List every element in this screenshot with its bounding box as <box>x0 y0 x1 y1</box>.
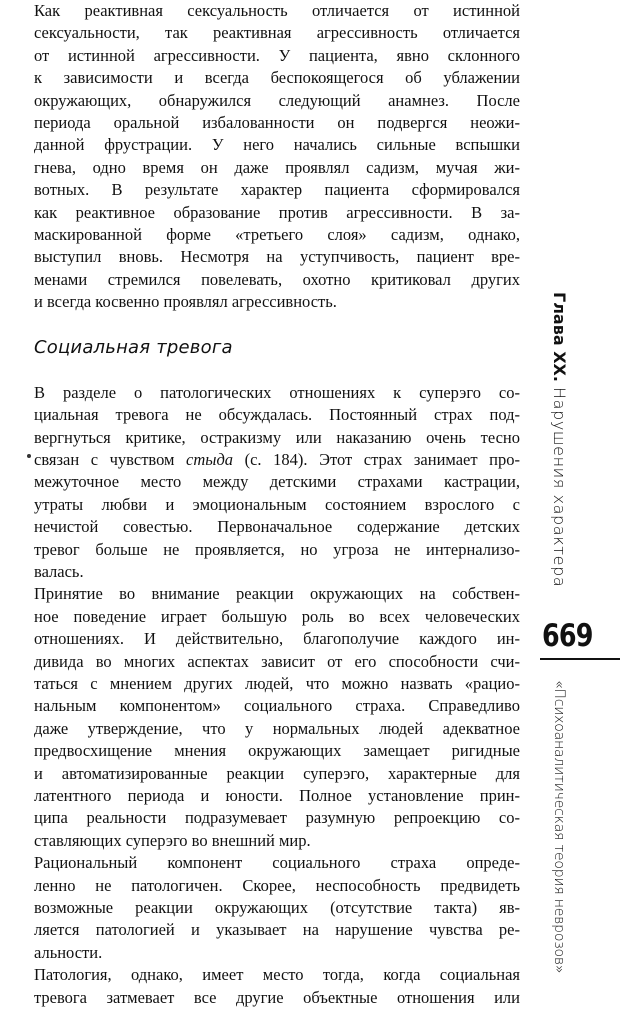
text-line: гнева, одно время он даже проявлял садизм, мучая жи- <box>34 157 520 177</box>
text-line: возможные реакции окружающих (отсутствие такта) яв- <box>34 898 520 918</box>
intro-paragraph <box>34 0 520 314</box>
text-line: сексуальности, так реактивная агрессивность отличается <box>34 23 520 43</box>
text-line: менами стремился повелевать, охотно критиковал других <box>34 269 520 289</box>
text-line: и всегда косвенно проявлял агрессивность. <box>34 292 337 312</box>
paragraph-social-anxiety-3 <box>34 852 520 964</box>
text-line: Как реактивная сексуальность отличается от истинной <box>34 1 520 20</box>
text-line: ставляющих суперэго во внешний мир. <box>34 830 311 850</box>
chapter-label: Глава XX. <box>550 292 569 382</box>
page-number: 669 <box>542 618 593 654</box>
text-line: нечистой совестью. Первоначальное содержание детских <box>34 517 520 537</box>
text-line: циальная тревога не обсуждалась. Постоянный страх под- <box>34 405 520 425</box>
section-heading: Социальная тревога <box>34 336 233 358</box>
text-line: тревога затмевает все другие объектные отношения или <box>34 987 520 1007</box>
text-line: дивида во многих аспектах зависит от его способности счи- <box>34 651 520 671</box>
text-line: Рациональный компонент социального страха опреде- <box>34 853 520 873</box>
text-column <box>34 0 520 1009</box>
text-line: как реактивное образование против агрессивности. В за- <box>34 202 520 222</box>
page-number-rule <box>540 658 620 660</box>
paragraph-social-anxiety-4 <box>34 964 520 1009</box>
text-line: и автоматизированные реакции суперэго, характерные для <box>34 763 520 783</box>
text-line: В разделе о патологических отношениях к суперэго со- <box>34 382 520 402</box>
text-line: данной фрустрации. У него начались сильные вспышки <box>34 135 520 155</box>
text-line: к зависимости и всегда беспокоящегося об ублажении <box>34 68 520 88</box>
text-line: Принятие во внимание реакции окружающих на собствен- <box>34 584 520 604</box>
line-prefix: связан с чувством <box>34 449 187 469</box>
text-line: ное поведение играет большую роль во всех человеческих <box>34 606 520 626</box>
text-line: периода оральной избалованности он подвергся неожи- <box>34 113 520 133</box>
text-line-with-emphasis <box>34 449 520 471</box>
text-line: ципа реальности подразумевает разумную репроекцию со- <box>34 808 520 828</box>
chapter-title: Нарушения характера <box>550 387 569 588</box>
emphasized-word: стыда <box>186 449 234 469</box>
text-line: даже утверждение, что у нормальных людей адекватное <box>34 718 520 738</box>
margin-dot-mark <box>27 454 31 458</box>
text-line: предвосхищение мнения окружающих замещает ригидные <box>34 741 520 761</box>
text-line: валась. <box>34 561 84 581</box>
text-line: маскированной форме «третьего слоя» садизм, однако, <box>34 225 520 245</box>
text-line: ляется патологией и указывает на нарушение чувства ре- <box>34 920 520 940</box>
book-title: «Психоаналитическая теория неврозов» <box>551 680 567 974</box>
text-line: латентного периода и юности. Полное установление прин- <box>34 786 520 805</box>
text-line: Патология, однако, имеет место тогда, когда социальная <box>34 965 520 985</box>
text-line: межуточное место между детскими страхами кастрации, <box>34 472 520 492</box>
paragraph-social-anxiety-1 <box>34 382 520 584</box>
text-line: окружающих, обнаружился следующий анамнез. После <box>34 90 520 110</box>
line-suffix: (с. 184). Этот страх занимает про- <box>233 449 520 469</box>
paragraph-social-anxiety-2 <box>34 583 520 852</box>
text-line: нальным компонентом» социального страха. Справедливо <box>34 696 520 716</box>
text-line: альности. <box>34 942 103 962</box>
running-header <box>548 292 570 612</box>
text-line: вергнуться критике, остракизму или наказанию очень тесно <box>34 427 520 447</box>
text-line: таться с мнением других людей, что можно назвать «рацио- <box>34 673 520 693</box>
text-line: утраты любви и эмоциональным состоянием взрослого с <box>34 494 520 514</box>
text-line: выступил вновь. Несмотря на уступчивость, пациент вре- <box>34 247 520 267</box>
text-line: вотных. В результате характер пациента сформировался <box>34 180 520 200</box>
text-line: тревог больше не проявляется, но угроза не интернализо- <box>34 539 520 559</box>
text-line: ленно не патологичен. Скорее, неспособность предвидеть <box>34 875 520 895</box>
text-line: отношениях. И действительно, благополучие каждого ин- <box>34 629 520 649</box>
text-line: от истинной агрессивности. У пациента, явно склонного <box>34 45 520 65</box>
